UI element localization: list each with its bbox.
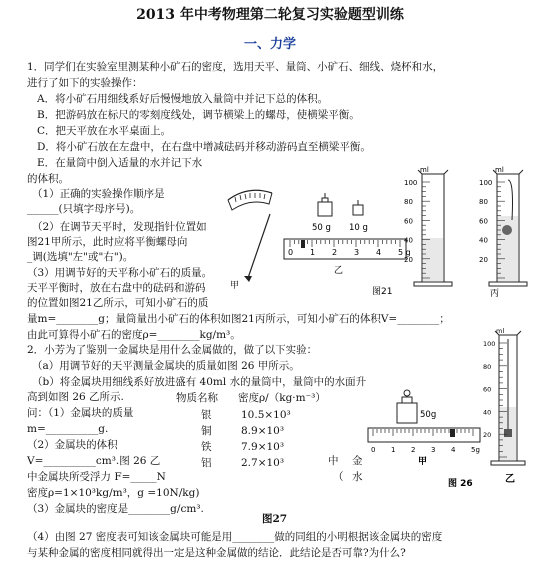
table27-row-density: 8.9×10³ (241, 425, 285, 437)
table27-row-density: 2.7×10³ (241, 457, 285, 469)
figure-26 (360, 325, 540, 505)
fig26-scale-label: 3 (431, 446, 436, 454)
table27-row-density: 7.9×10³ (241, 441, 285, 453)
fig21-scale-label: 2 (332, 248, 338, 257)
cylinder-scale-label: 80 (483, 362, 492, 371)
q1-option-e-cont: 的体积。 (27, 173, 69, 185)
table27-row-name: 铜 (201, 425, 212, 437)
table27-header-density: 密度ρ/（kg·m⁻³） (238, 392, 326, 404)
q1-part3-line3: 的位置如图21乙所示，可知小矿石的质 (27, 297, 209, 309)
fig26-weight: 50g (420, 410, 437, 420)
cylinder-scale-label: 60 (404, 217, 413, 226)
table27-row-name: 铁 (201, 441, 212, 453)
fig21-scale-label: 3 (354, 248, 360, 257)
fig21-label-bing: 丙 (490, 289, 500, 299)
fig26-side-char: 水 (352, 471, 363, 483)
table27-caption: 图27 (262, 513, 288, 525)
q1-line2: 进行了如下的实验操作： (27, 77, 143, 89)
cylinder-scale-label: 60 (479, 217, 488, 226)
graduated-cylinder-icon (489, 170, 527, 286)
q2-step-b: （b）将金属块用细线系好放进盛有 40ml 水的量筒中，量筒中的水面升 (32, 376, 367, 388)
weight-50g-icon (397, 390, 417, 423)
fig26-scale-label: 2 (411, 446, 416, 454)
q2-sub2-force: 中金属块所受浮力 F=_____N (27, 471, 166, 483)
page-title: 2013 年中考物理第二轮复习实验题型训练 (136, 7, 404, 23)
fig26-ml: ml (496, 327, 505, 335)
q1-option-b: B．把游码放在标尺的零刻度线处，调节横梁上的螺母，使横梁平衡。 (37, 109, 360, 121)
q1-part3-line2: 天平平衡时，放在右盘中的砝码和游码 (27, 282, 206, 294)
fig26-label-jia: 甲 (418, 457, 428, 467)
q1-part1: （1）正确的实验操作顺序是 (32, 188, 165, 200)
balance-dial-icon (228, 190, 272, 282)
q1-part2: （2）在调节天平时，发现指针位置如 (32, 221, 207, 233)
fig26-scale-label: 0 (371, 446, 376, 454)
fig26-scale-label: 1 (391, 446, 396, 454)
q1-option-c: C．把天平放在水平桌面上。 (37, 125, 172, 137)
q2-sub4-line2: 与某种金属的密度相同就得出一定是这种金属做的结论．此结论是否可靠?为什么? (27, 547, 406, 559)
table27-header-substance: 物质名称 (176, 392, 218, 404)
q1-part2-line2: 图21甲所示，此时应将平衡螺母向 (27, 236, 188, 248)
q1-option-e: E．在量筒中倒入适量的水并记下水 (37, 157, 203, 169)
graduated-cylinder-icon (491, 331, 525, 465)
q2-sub2-given: 密度ρ=1×10³kg/m³，g =10N/kg) (27, 487, 200, 499)
q2-sub1: 问：（1）金属块的质量 (27, 407, 134, 419)
q1-option-a: A．将小矿石用细线系好后慢慢地放入量筒中并记下总的体积。 (37, 93, 329, 105)
cylinder-scale-label: 60 (483, 385, 492, 394)
weight-10g-icon (353, 200, 363, 215)
q2-sub1-blank: m=__________g. (27, 423, 109, 435)
weight-50g-icon (318, 193, 332, 216)
cylinder-scale-label: 100 (479, 179, 493, 187)
fig26-scale-label: 4 (451, 446, 456, 454)
fig26-side-char: 金 (352, 455, 363, 467)
q2-step-a: （a）用调节好的天平测量金属块的质量如图 26 甲所示。 (32, 360, 300, 372)
q1-part3-line5: 由此可算得小矿石的密度ρ=________kg/m³。 (27, 329, 241, 341)
fig21-weight-10: 10 g (349, 223, 368, 233)
fig26-side-char: 中 (328, 455, 339, 467)
fig21-label-yi: 乙 (334, 266, 344, 276)
fig26-scale-label: 5g (471, 446, 480, 454)
fig26-label-yi: 乙 (505, 474, 515, 485)
table27-row-name: 银 (201, 409, 212, 421)
cylinder-scale-label: 80 (404, 198, 413, 207)
q1-part2-line3: _调(选填"左"或"右")。 (27, 251, 134, 263)
q2-sub4-line1: （4）由图 27 密度表可知该金属块可能是用________做的同组的小明根据该金属块的密度 (27, 531, 443, 543)
cylinder-scale-label: 40 (483, 408, 492, 417)
figure-21 (222, 160, 540, 300)
fig21-ml: ml (420, 166, 429, 174)
q2-line1: 2．小芳为了鉴别一金属块是用什么金属做的，做了以下实验： (27, 344, 318, 356)
q2-sub2-blank: V=__________cm³.图 26 乙 (27, 455, 161, 467)
cylinder-scale-label: 20 (483, 431, 492, 440)
fig26-side-char: （ (333, 471, 344, 483)
fig21-caption: 图21 (372, 287, 393, 297)
q1-line1: 1．同学们在实验室里测某种小矿石的密度，选用天平、量筒、小矿石、细线、烧杯和水， (27, 61, 444, 73)
q1-part3-line4: 量m=________g；量筒量出小矿石的体积如图21丙所示，可知小矿石的体积V=________； (27, 313, 450, 325)
fig21-scale-label: 5 g (398, 248, 411, 257)
cylinder-scale-label: 40 (479, 236, 488, 245)
fig21-scale-label: 1 (310, 248, 316, 257)
q2-sub3: （3）金属块的密度是________g/cm³. (27, 503, 204, 515)
fig21-weight-50: 50 g (312, 223, 331, 233)
fig21-scale-label: 0 (288, 248, 294, 257)
cylinder-scale-label: 100 (404, 179, 418, 187)
cylinder-scale-label: 80 (479, 198, 488, 207)
cylinder-scale-label: 20 (404, 255, 413, 264)
table27-row-density: 10.5×10³ (241, 409, 291, 421)
q1-option-d: D．将小矿石放在左盘中，在右盘中增减砝码并移动游码直至横梁平衡。 (37, 141, 371, 153)
graduated-cylinder-icon (414, 170, 452, 286)
q2-step-b-cont: 高到如图 26 乙所示. (27, 391, 124, 403)
cylinder-scale-label: 100 (483, 340, 496, 348)
fig21-label-jia: 甲 (230, 281, 240, 291)
q2-sub2: （2）金属块的体积 (27, 439, 118, 451)
fig26-caption: 图 26 (448, 479, 473, 489)
q1-part1-blank: ______(只填字母序号)。 (27, 203, 141, 215)
fig21-ml-2: ml (495, 166, 504, 174)
table27-row-name: 铝 (201, 457, 212, 469)
cylinder-scale-label: 40 (404, 236, 413, 245)
cylinder-scale-label: 20 (479, 255, 488, 264)
section-heading: 一、力学 (243, 37, 296, 52)
fig21-scale-label: 4 (376, 248, 382, 257)
q1-part3: （3）用调节好的天平称小矿石的质量。 (27, 267, 213, 279)
